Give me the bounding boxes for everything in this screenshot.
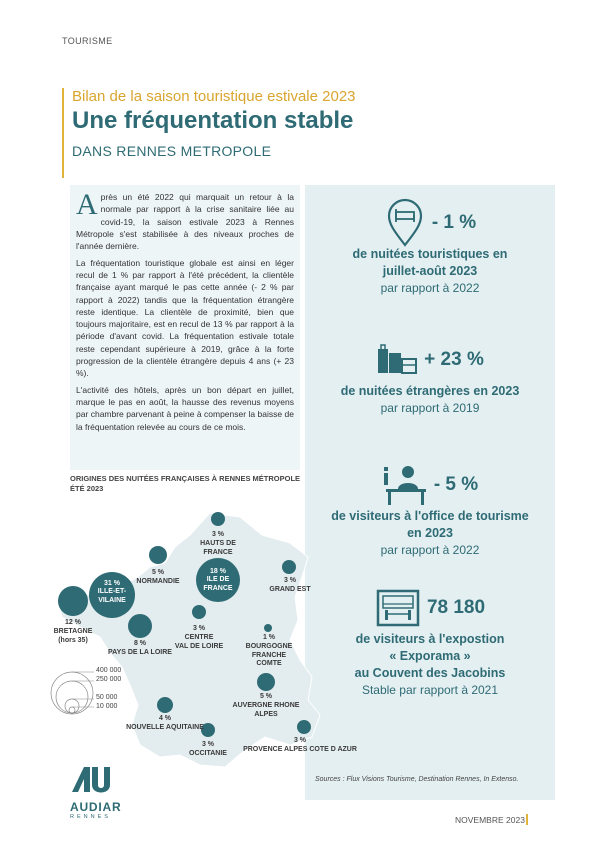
- footer-accent-bar: [526, 814, 528, 825]
- kpi-row: [305, 337, 555, 383]
- region-label-centre: 3 % CENTRE VAL DE LOIRE: [174, 625, 224, 650]
- kpi-label: juillet-août 2023: [382, 263, 478, 278]
- audiar-logo: [70, 765, 130, 820]
- region-label-pays-de-la-loire: 8 % PAYS DE LA LOIRE: [108, 640, 172, 656]
- map-caption-line-1: ORIGINES DES NUITÉES FRANÇAISES À RENNES MÉTROPOLE: [70, 474, 301, 483]
- region-label-nouvelle-aquitaine: 4 % NOUVELLE AQUITAINE: [126, 715, 204, 731]
- france-map: [40, 505, 360, 775]
- kpi-nuitees-touristiques: [305, 200, 555, 297]
- kpi-comparison: par rapport à 2019: [380, 400, 480, 415]
- footer-date: NOVEMBRE 2023: [455, 815, 525, 825]
- article-paragraph-1: [76, 188, 294, 253]
- legend-value: 50 000: [96, 694, 118, 701]
- map-pin-bed-icon: [384, 198, 426, 248]
- luggage-icon: [376, 343, 418, 377]
- kpi-row: [305, 200, 555, 246]
- kpi-comparison: par rapport à 2022: [380, 280, 480, 295]
- kpi-comparison: par rapport à 2022: [380, 542, 480, 557]
- section-tag: TOURISME: [62, 36, 113, 46]
- region-label-hauts-de-france: 3 % HAUTS DE FRANCE: [200, 531, 236, 556]
- article-paragraph-2: La fréquentation touristique globale est ainsi en léger recul de 1 % par rapport à l'été précédent, la clientèle française ayant marqué le pas cette année (- 2 % par rapport à 2022) tandis que la fréquentation étrangère reste identique. La clientèle de proximité, bien que toujours majoritaire, est en recul de 13 % par rapport à la période d'avant covid. La fréquentation estivale totale reste cependant supérieure à 2019, grâce à la forte progression de la clientèle étrangère depuis 4 ans (+ 23 %).: [76, 257, 294, 379]
- region-label-normandie: 5 % NORMANDIE: [136, 569, 180, 585]
- region-label-bretagne: 12 % BRETAGNE (hors 35): [53, 619, 93, 644]
- bubble-paca: [297, 720, 311, 734]
- legend-value: 250 000: [96, 676, 122, 683]
- page-title: Une fréquentation stable: [72, 107, 354, 134]
- kpi-label: de visiteurs à l'expostion: [355, 632, 505, 646]
- bubble-auvergne: [257, 673, 275, 691]
- region-label-ille-et-vilaine: 31 % ILLE-ET-VILAINE: [97, 580, 127, 604]
- bubble-bourgogne: [264, 624, 272, 632]
- title-block: [62, 88, 356, 178]
- office-desk-icon: [382, 463, 428, 507]
- title-kicker: Bilan de la saison touristique estivale 2023: [72, 88, 356, 105]
- kpi-nuitees-etrangeres: [305, 337, 555, 417]
- kpi-value: - 5 %: [433, 474, 479, 495]
- article-panel: [70, 185, 300, 470]
- map-caption: [70, 474, 300, 494]
- audiar-logo-mark: [70, 765, 114, 793]
- page-subtitle: DANS RENNES METROPOLE: [72, 143, 272, 159]
- article-text-1: près un été 2022 qui marquait un retour à la normale par rapport à la crise sanitaire liée au covid-19, la saison estivale 2023 à Rennes Métropole s'est stabilisée à des niveaux proches de l'année dernière.: [76, 192, 294, 252]
- region-label-grand-est: 3 % GRAND EST: [269, 577, 311, 593]
- article-paragraph-3: L'activité des hôtels, après un bon départ en juillet, marque le pas en août, la hausse des revenus moyens par chambre parvenant à peine à compenser la baisse de la fréquentation relevée au cours de ce mois.: [76, 384, 294, 432]
- kpi-label: de nuitées étrangères en 2023: [340, 384, 520, 398]
- kpi-row: [305, 462, 555, 508]
- kpi-comparison: Stable par rapport à 2021: [361, 682, 499, 697]
- kpi-label: de nuitées touristiques en: [352, 247, 508, 261]
- region-label-auvergne: 5 % AUVERGNE RHONE ALPES: [232, 693, 300, 718]
- bubble-size-legend: [50, 665, 160, 715]
- kpi-value: + 23 %: [424, 349, 484, 370]
- bubble-bretagne: [58, 586, 88, 616]
- kpi-value: 78 180: [426, 597, 486, 618]
- kpi-label: au Couvent des Jacobins: [354, 665, 506, 680]
- kpi-label: « Exporama »: [389, 648, 471, 663]
- kpi-value: - 1 %: [431, 212, 477, 233]
- region-label-occitanie: 3 % OCCITANIE: [189, 741, 227, 757]
- legend-value: 10 000: [96, 703, 118, 710]
- sources-note: Sources : Flux Visions Tourisme, Destination Rennes, In Extenso.: [315, 776, 519, 783]
- bubble-hauts-de-france: [211, 512, 225, 526]
- region-label-bourgogne: 1 % BOURGOGNE FRANCHE COMTE: [245, 634, 293, 668]
- region-label-paca: 3 % PROVENCE ALPES COTE D AZUR: [243, 737, 357, 753]
- bubble-grand-est: [282, 560, 296, 574]
- dropcap: A: [76, 188, 98, 221]
- legend-value: 400 000: [96, 667, 122, 674]
- logo-name: AUDIAR: [70, 800, 122, 814]
- region-label-ile-de-france: 18 % ILE DE FRANCE: [203, 568, 233, 592]
- exhibition-frame-icon: [375, 588, 421, 628]
- kpi-label: en 2023: [407, 525, 453, 540]
- bubble-centre-val-de-loire: [192, 605, 206, 619]
- logo-city: RENNES: [70, 814, 111, 820]
- bubble-pays-de-la-loire: [128, 614, 152, 638]
- bubble-normandie: [149, 546, 167, 564]
- map-caption-line-2: ÉTÉ 2023: [70, 484, 104, 494]
- kpi-label: de visiteurs à l'office de tourisme: [331, 509, 529, 523]
